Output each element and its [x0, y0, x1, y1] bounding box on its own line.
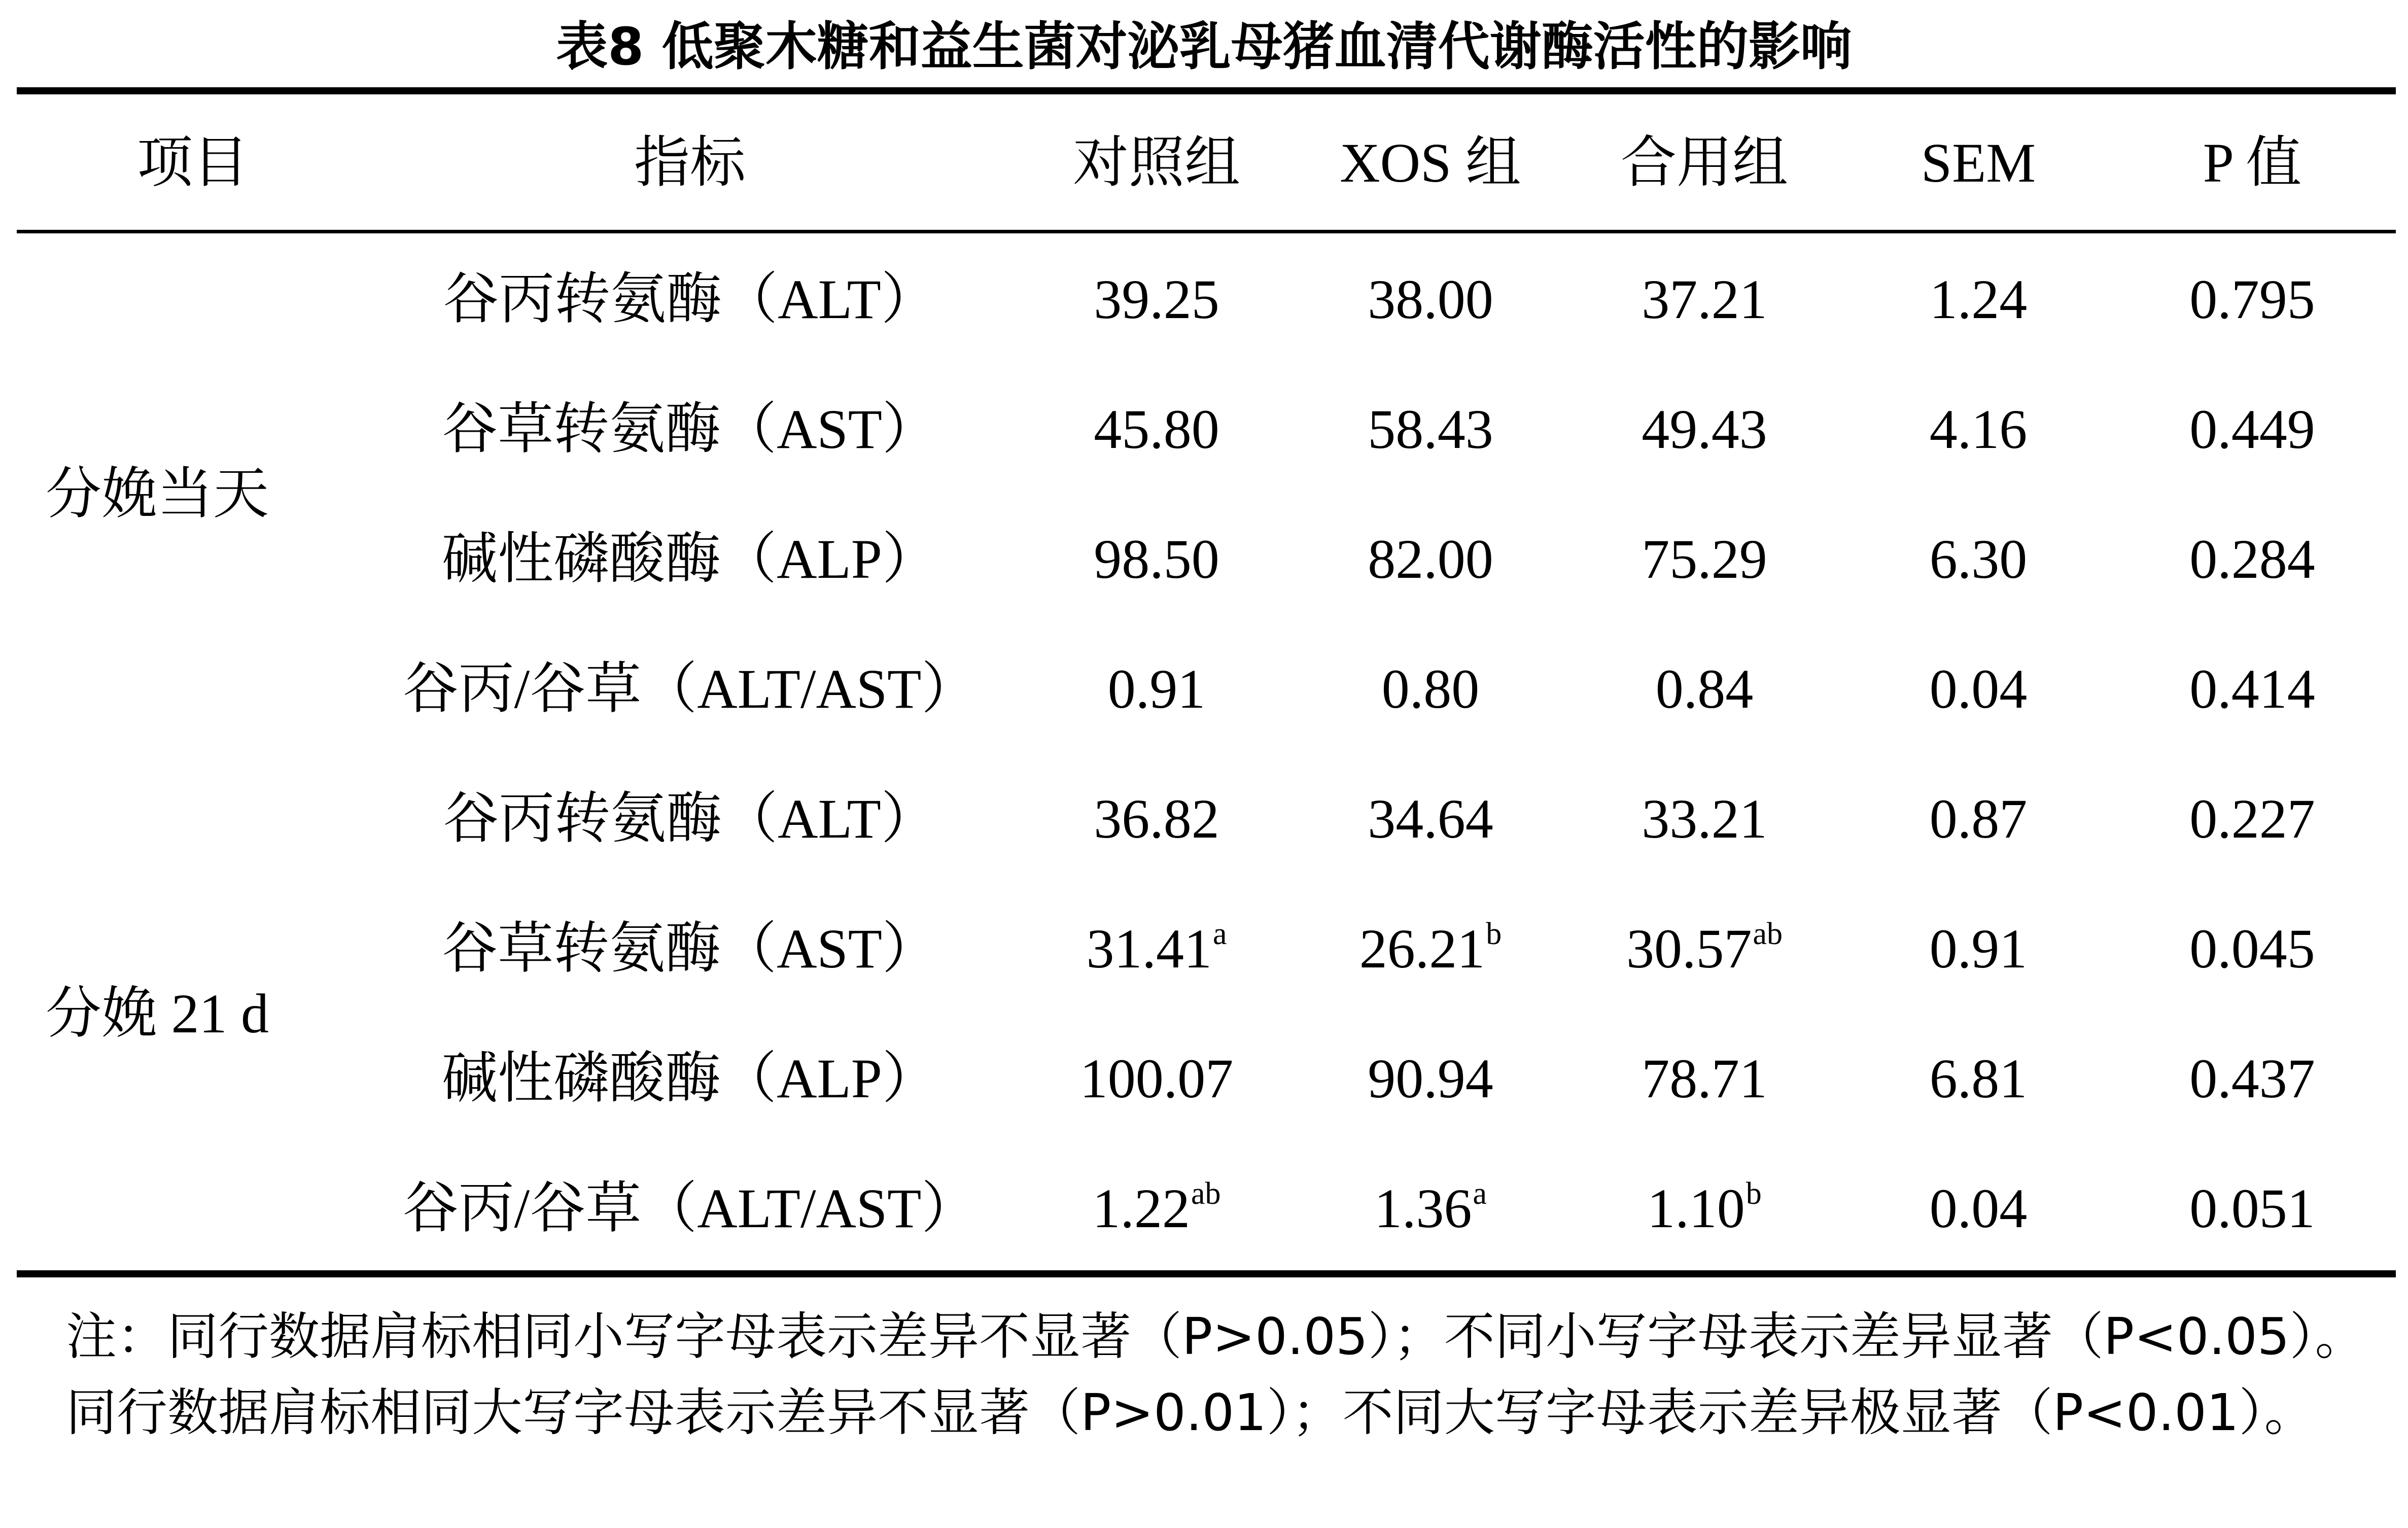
combined-value: 33.21 — [1642, 788, 1767, 850]
combined-value: 1.10 — [1647, 1177, 1745, 1239]
control-cell — [1004, 266, 1309, 332]
control-value: 100.07 — [1079, 1048, 1234, 1109]
indicator-cell: 谷丙转氨酶（ALT） — [443, 788, 937, 850]
header-indicator: 指标 — [634, 132, 746, 194]
p-cell: 0.045 — [2189, 918, 2315, 980]
sem-cell: 6.30 — [1929, 528, 2028, 590]
xos-value: 1.36 — [1374, 1177, 1472, 1239]
p-cell: 0.437 — [2189, 1048, 2315, 1109]
group-label: 分娩 21 d — [46, 983, 269, 1045]
xos-value: 82.00 — [1368, 528, 1493, 590]
control-value: 45.80 — [1094, 398, 1219, 460]
xos-cell — [1278, 656, 1583, 722]
xos-value: 38.00 — [1368, 268, 1493, 330]
sem-cell: 4.16 — [1929, 398, 2028, 460]
combined-cell — [1552, 1175, 1857, 1241]
combined-cell — [1552, 526, 1857, 592]
p-cell: 0.414 — [2189, 658, 2315, 720]
xos-cell — [1278, 526, 1583, 592]
indicator-cell: 谷草转氨酶（AST） — [442, 398, 938, 460]
control-cell — [1004, 786, 1309, 852]
sem-cell: 0.87 — [1929, 788, 2028, 850]
combined-cell — [1552, 656, 1857, 722]
bottom-rule — [17, 1270, 2396, 1277]
xos-cell — [1278, 916, 1583, 982]
xos-cell — [1278, 1175, 1583, 1241]
header-sem: SEM — [1921, 132, 2036, 194]
p-cell: 0.284 — [2189, 528, 2315, 590]
p-cell: 0.051 — [2189, 1177, 2315, 1239]
header-control: 对照组 — [1073, 132, 1240, 194]
xos-cell — [1278, 1046, 1583, 1112]
group-label: 分娩当天 — [46, 463, 269, 525]
combined-cell — [1552, 1046, 1857, 1112]
control-cell — [1004, 656, 1309, 722]
control-value: 1.22 — [1092, 1177, 1190, 1239]
combined-value: 0.84 — [1655, 658, 1754, 720]
sem-cell: 0.04 — [1929, 1177, 2028, 1239]
table-note: 注：同行数据肩标相同小写字母表示差异不显著（P>0.05）；不同小写字母表示差异显著（P<0.05）。同行数据肩标相同大写字母表示差异不显著（P>0.01）；不同大写字母表示差异极显著（P<0.01）。 — [66, 1307, 2366, 1442]
xos-value: 34.64 — [1368, 788, 1493, 850]
control-cell — [1004, 916, 1309, 982]
combined-cell — [1552, 916, 1857, 982]
indicator-cell: 碱性磷酸酶（ALP） — [442, 1048, 938, 1109]
control-value: 39.25 — [1094, 268, 1219, 330]
control-cell — [1004, 1046, 1309, 1112]
significance-letter: ab — [1191, 1176, 1221, 1211]
combined-value: 30.57 — [1626, 918, 1752, 980]
control-cell — [1004, 396, 1309, 462]
combined-cell — [1552, 266, 1857, 332]
header-rule — [17, 230, 2396, 233]
significance-letter: a — [1212, 917, 1227, 951]
indicator-cell: 谷丙/谷草（ALT/AST） — [402, 1177, 978, 1239]
xos-cell — [1278, 396, 1583, 462]
combined-value: 37.21 — [1642, 268, 1767, 330]
combined-cell — [1552, 396, 1857, 462]
sem-cell: 6.81 — [1929, 1048, 2028, 1109]
header-combined: 合用组 — [1621, 132, 1788, 194]
xos-value: 0.80 — [1381, 658, 1480, 720]
control-value: 98.50 — [1094, 528, 1219, 590]
indicator-cell: 谷丙/谷草（ALT/AST） — [402, 658, 978, 720]
control-cell — [1004, 1175, 1309, 1241]
xos-value: 58.43 — [1368, 398, 1493, 460]
table-title: 表8 低聚木糖和益生菌对泌乳母猪血清代谢酶活性的影响 — [556, 17, 1852, 77]
indicator-cell: 谷草转氨酶（AST） — [442, 918, 938, 980]
indicator-cell: 谷丙转氨酶（ALT） — [443, 268, 937, 330]
significance-letter: a — [1473, 1176, 1487, 1211]
xos-cell — [1278, 786, 1583, 852]
top-rule — [17, 87, 2396, 94]
header-item: 项目 — [137, 132, 249, 194]
significance-letter: ab — [1753, 917, 1783, 951]
p-cell: 0.227 — [2189, 788, 2315, 850]
combined-value: 78.71 — [1642, 1048, 1767, 1109]
combined-cell — [1552, 786, 1857, 852]
control-cell — [1004, 526, 1309, 592]
p-cell: 0.449 — [2189, 398, 2315, 460]
significance-letter: b — [1746, 1176, 1762, 1211]
header-xos: XOS 组 — [1340, 132, 1521, 194]
control-value: 31.41 — [1086, 918, 1212, 980]
control-value: 0.91 — [1107, 658, 1206, 720]
indicator-cell: 碱性磷酸酶（ALP） — [442, 528, 938, 590]
xos-value: 26.21 — [1359, 918, 1485, 980]
xos-value: 90.94 — [1368, 1048, 1493, 1109]
sem-cell: 1.24 — [1929, 268, 2028, 330]
sem-cell: 0.91 — [1929, 918, 2028, 980]
combined-value: 49.43 — [1642, 398, 1767, 460]
header-p: P 值 — [2203, 132, 2302, 194]
xos-cell — [1278, 266, 1583, 332]
significance-letter: b — [1486, 917, 1502, 951]
p-cell: 0.795 — [2189, 268, 2315, 330]
control-value: 36.82 — [1094, 788, 1219, 850]
sem-cell: 0.04 — [1929, 658, 2028, 720]
combined-value: 75.29 — [1642, 528, 1767, 590]
